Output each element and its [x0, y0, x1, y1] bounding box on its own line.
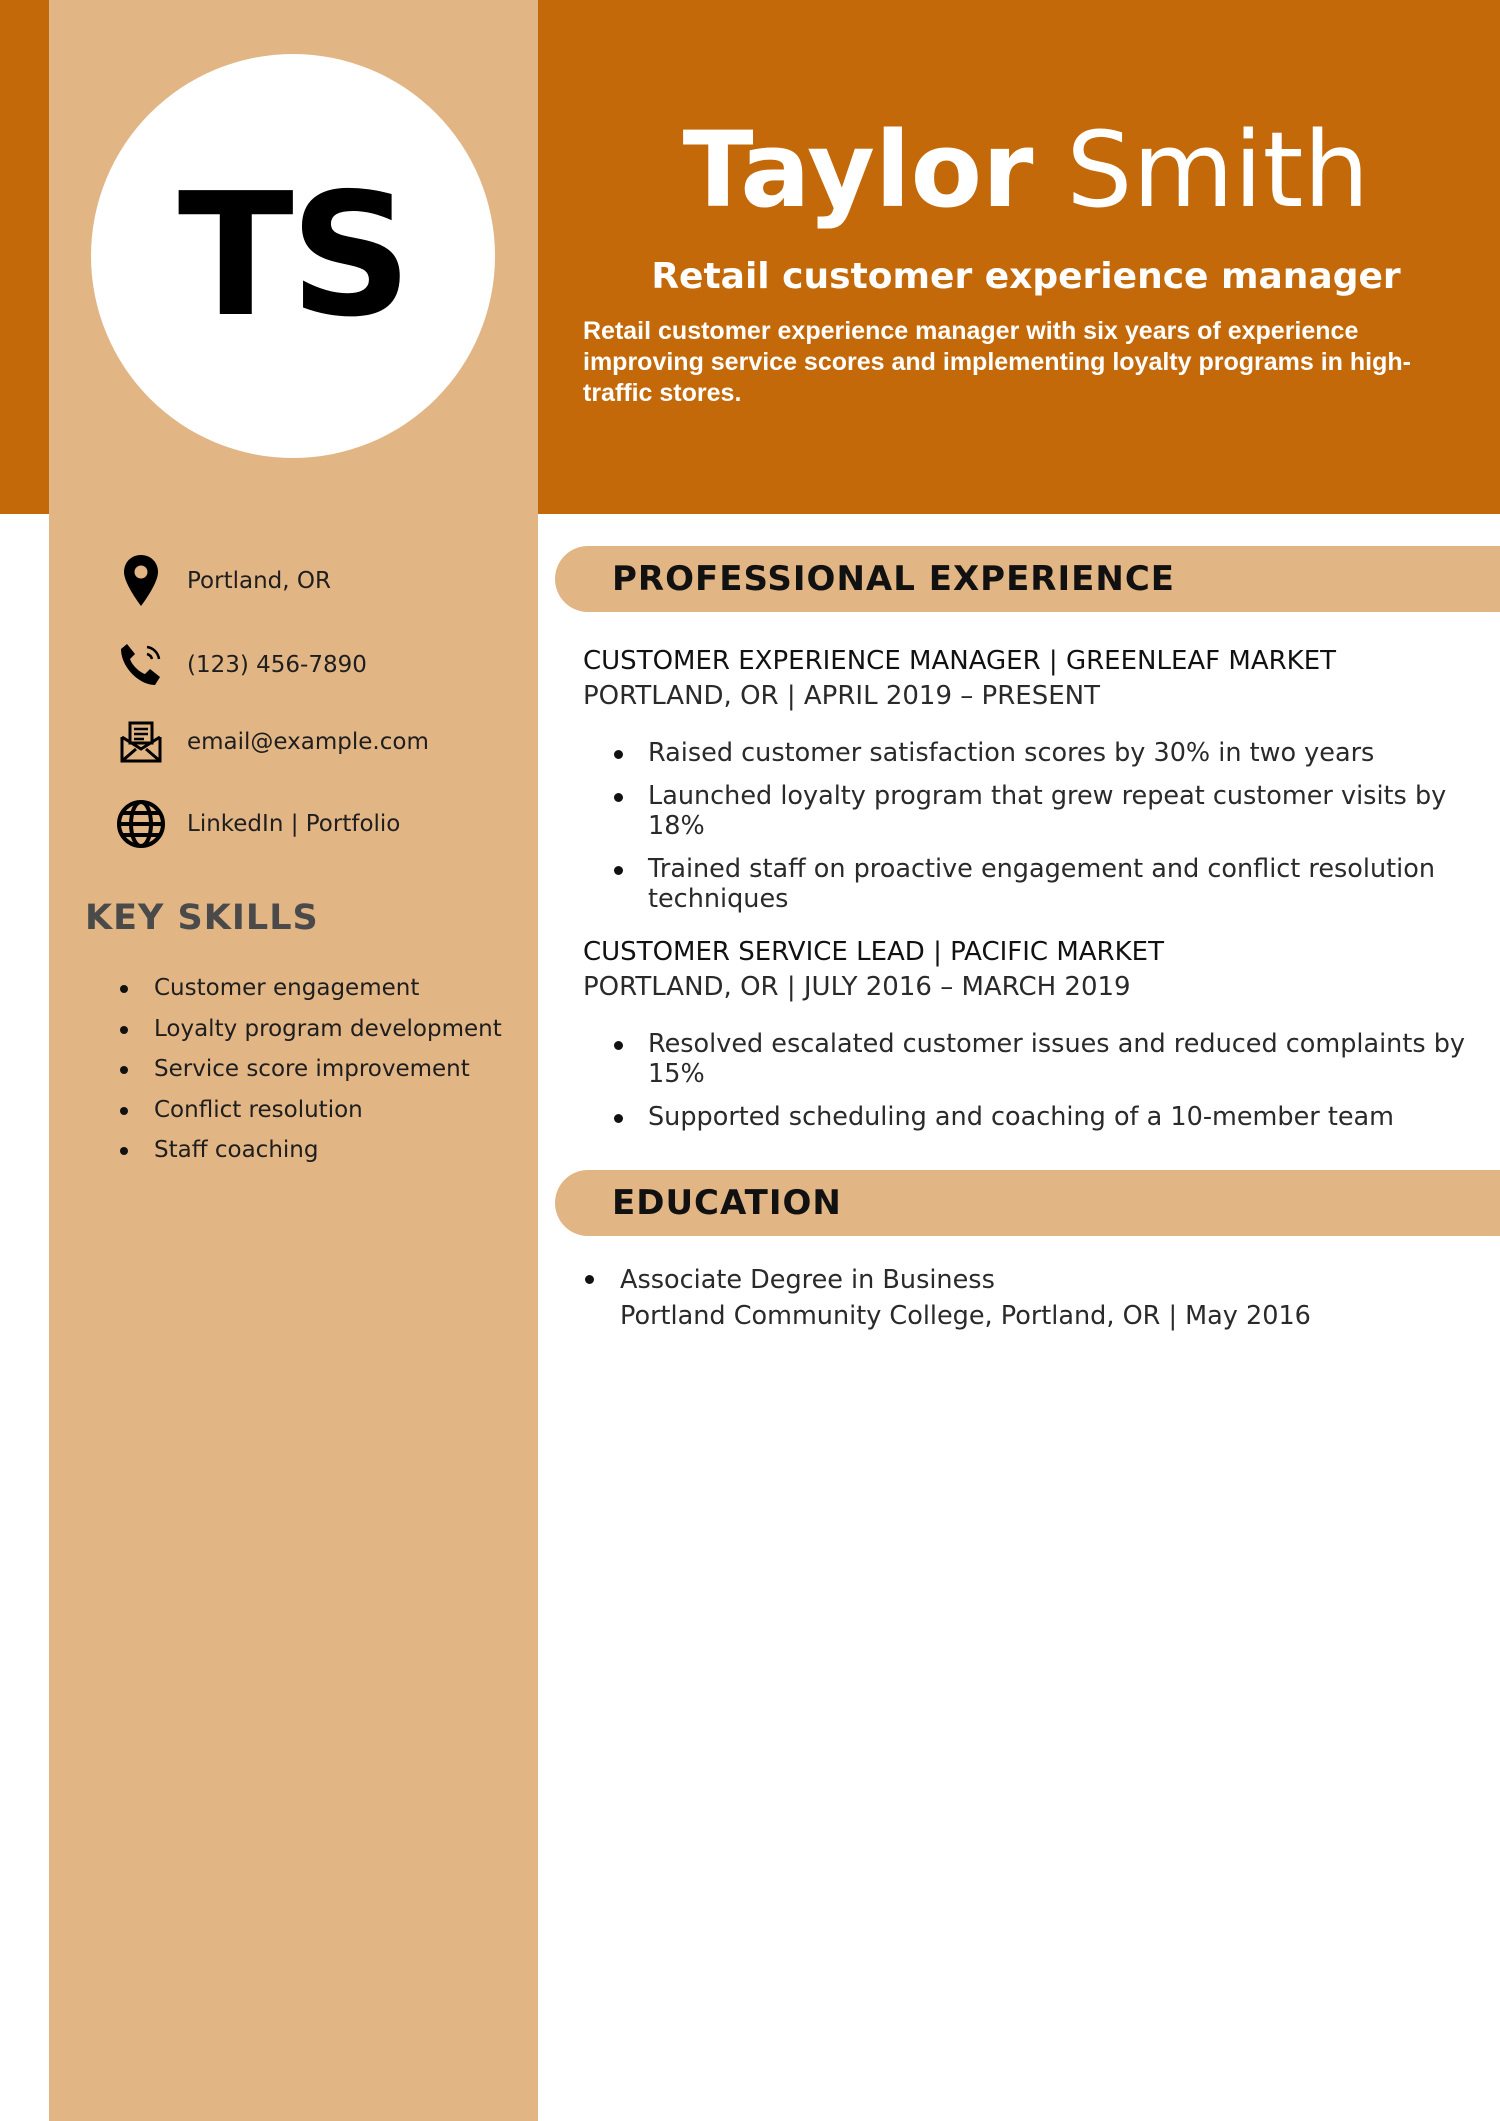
job-2-meta: PORTLAND, OR | JULY 2016 – MARCH 2019 [583, 972, 1131, 1002]
location-text: Portland, OR [187, 568, 331, 594]
monogram-circle [91, 54, 495, 458]
degree: Associate Degree in Business [620, 1265, 995, 1295]
bullet-item: Trained staff on proactive engagement and conflict resolution techniques [612, 854, 1492, 914]
map-pin-icon [112, 552, 170, 610]
links-text[interactable]: LinkedIn | Portfolio [187, 811, 401, 837]
experience-heading: PROFESSIONAL EXPERIENCE [612, 559, 1175, 599]
phone-text: (123) 456-7890 [187, 652, 367, 678]
education-entry [583, 1262, 1311, 1334]
skill-item: Staff coaching [118, 1130, 502, 1171]
email-text: email@example.com [187, 729, 429, 755]
bullet-item: Resolved escalated customer issues and reduced complaints by 15% [612, 1029, 1492, 1089]
monogram: TS [177, 157, 409, 355]
experience-heading-bar [555, 546, 1500, 612]
skill-item: Loyalty program development [118, 1009, 502, 1050]
bullet-item: Launched loyalty program that grew repeat customer visits by 18% [612, 781, 1492, 841]
job-1-title: CUSTOMER EXPERIENCE MANAGER | GREENLEAF MARKET [583, 646, 1337, 676]
contact-location [112, 552, 331, 610]
candidate-name [538, 109, 1500, 231]
skill-item: Conflict resolution [118, 1090, 502, 1131]
job-1-bullets [612, 738, 1492, 927]
envelope-icon [112, 713, 170, 771]
skill-item: Customer engagement [118, 968, 502, 1009]
education-heading-bar [555, 1170, 1500, 1236]
bullet-dot [585, 1275, 594, 1284]
contact-phone [112, 636, 367, 694]
bullet-item: Raised customer satisfaction scores by 30% in two years [612, 738, 1492, 768]
summary: Retail customer experience manager with six years of experience improving service scores and implementing loyalty programs in high-traffic stores. [583, 317, 1411, 407]
school: Portland Community College, Portland, OR | May 2016 [620, 1301, 1311, 1331]
job-2-bullets [612, 1029, 1492, 1145]
last-name: Smith [1066, 109, 1370, 231]
contact-email [112, 713, 429, 771]
skills-heading: KEY SKILLS [85, 898, 319, 938]
bullet-item: Supported scheduling and coaching of a 10-member team [612, 1102, 1492, 1132]
phone-icon [112, 636, 170, 694]
globe-icon [112, 795, 170, 853]
first-name: Taylor [682, 109, 1034, 231]
job-2-title: CUSTOMER SERVICE LEAD | PACIFIC MARKET [583, 937, 1164, 967]
skill-item: Service score improvement [118, 1049, 502, 1090]
contact-links [112, 795, 400, 853]
job-1-meta: PORTLAND, OR | APRIL 2019 – PRESENT [583, 681, 1100, 711]
education-heading: EDUCATION [612, 1183, 842, 1223]
skills-list [118, 968, 502, 1171]
job-title: Retail customer experience manager [651, 256, 1401, 297]
